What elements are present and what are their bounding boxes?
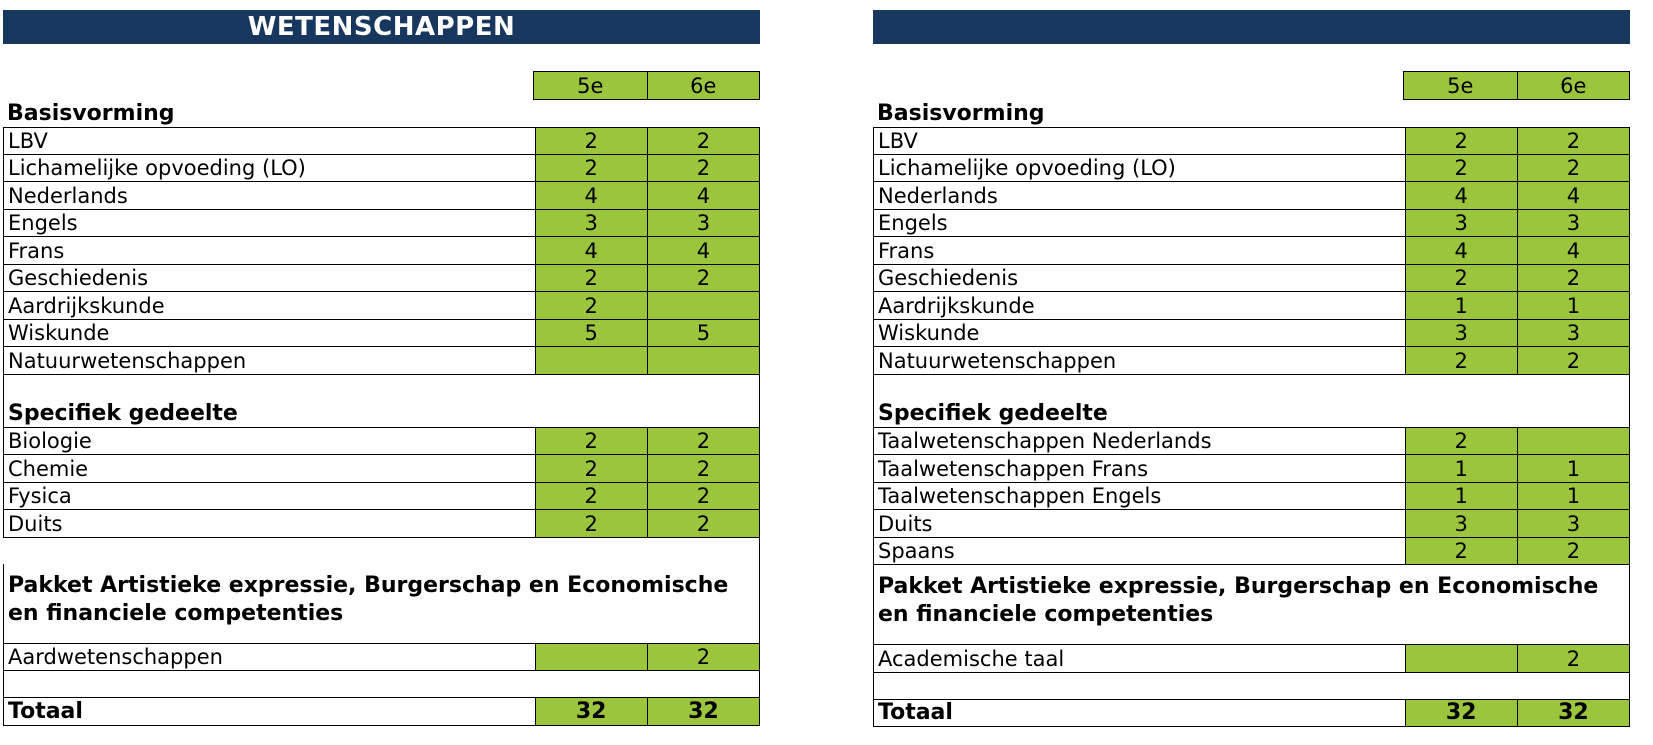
table-row: Engels 3 3 [3, 210, 760, 238]
column-header-5e: 5e [1404, 72, 1517, 99]
table-row: Duits 2 2 [3, 510, 760, 538]
table-row: Aardwetenschappen 2 [3, 644, 760, 672]
right-curriculum-table [873, 10, 1630, 727]
column-header-6e: 6e [647, 72, 760, 99]
specifiek-rows [873, 428, 1630, 566]
table-row: Duits 3 3 [873, 510, 1630, 538]
total-row: Totaal 32 32 [3, 698, 760, 726]
table-row: Spaans 2 2 [873, 538, 1630, 566]
column-header-row [873, 70, 1630, 100]
total-row: Totaal 32 32 [873, 700, 1630, 728]
table-row: Taalwetenschappen Frans 1 1 [873, 455, 1630, 483]
table-row: Engels 3 3 [873, 210, 1630, 238]
table-row: Lichamelijke opvoeding (LO) 2 2 [873, 155, 1630, 183]
table-row: Lichamelijke opvoeding (LO) 2 2 [3, 155, 760, 183]
empty-row [3, 671, 760, 698]
table-row: Geschiedenis 2 2 [3, 265, 760, 293]
table-row: Academische taal 2 [873, 645, 1630, 673]
table-row: Frans 4 4 [3, 237, 760, 265]
table-title-banner: WETENSCHAPPEN [3, 10, 760, 44]
table-row: Natuurwetenschappen 2 2 [873, 347, 1630, 375]
specifiek-rows [3, 428, 760, 538]
table-row: Biologie 2 2 [3, 428, 760, 456]
table-row: LBV 2 2 [873, 127, 1630, 155]
table-row: Nederlands 4 4 [873, 182, 1630, 210]
basisvorming-rows [3, 127, 760, 375]
section-title-pakket: Pakket Artistieke expressie, Burgerschap en Economische en financiele competenties [873, 565, 1630, 645]
section-title-specifiek: Specifiek gedeelte [3, 401, 760, 428]
table-row: Frans 4 4 [873, 237, 1630, 265]
table-row: Fysica 2 2 [3, 483, 760, 511]
table-title-banner [873, 10, 1630, 44]
table-row: Wiskunde 3 3 [873, 320, 1630, 348]
table-row: Taalwetenschappen Engels 1 1 [873, 483, 1630, 511]
table-row: Taalwetenschappen Nederlands 2 [873, 428, 1630, 456]
section-title-specifiek: Specifiek gedeelte [873, 401, 1630, 428]
section-title-basisvorming: Basisvorming [7, 101, 175, 126]
table-row: Natuurwetenschappen [3, 347, 760, 375]
table-row: Nederlands 4 4 [3, 182, 760, 210]
left-curriculum-table [3, 10, 760, 726]
column-header-5e: 5e [534, 72, 647, 99]
basisvorming-rows [873, 127, 1630, 375]
table-row: Chemie 2 2 [3, 455, 760, 483]
table-row: Aardrijkskunde 2 [3, 292, 760, 320]
table-row: Aardrijkskunde 1 1 [873, 292, 1630, 320]
table-row: Wiskunde 5 5 [3, 320, 760, 348]
section-title-pakket: Pakket Artistieke expressie, Burgerschap en Economische en financiele competenties [3, 564, 760, 644]
column-header-row [3, 70, 760, 100]
table-row: LBV 2 2 [3, 127, 760, 155]
empty-row [873, 673, 1630, 700]
table-row: Geschiedenis 2 2 [873, 265, 1630, 293]
column-header-6e: 6e [1517, 72, 1630, 99]
section-title-basisvorming: Basisvorming [877, 101, 1045, 126]
